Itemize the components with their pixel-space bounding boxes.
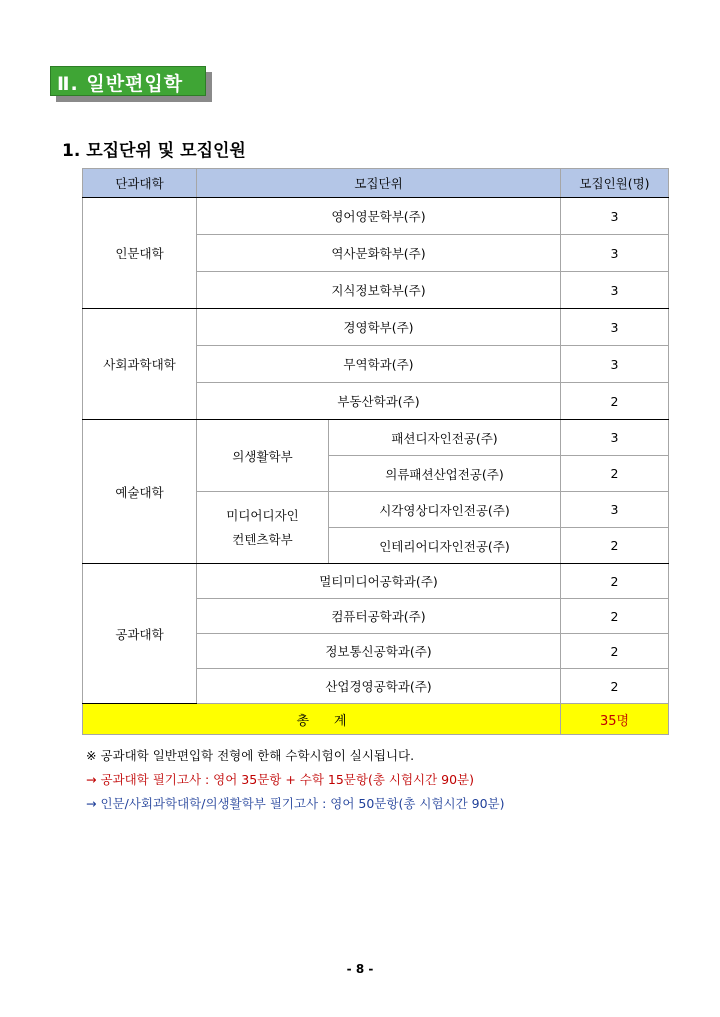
quota-cell: 2 <box>561 669 669 704</box>
total-row <box>83 704 669 735</box>
note-humanities-exam: → 인문/사회과학대학/의생활학부 필기고사 : 영어 50문항(총 시험시간 90분) <box>86 796 505 811</box>
table-row <box>83 198 669 235</box>
section-title: Ⅱ. 일반편입학 <box>57 73 184 95</box>
college-engineering: 공과대학 <box>83 564 197 704</box>
unit-cell: 지식정보학부(주) <box>197 272 561 309</box>
unit-cell: 의류패션산업전공(주) <box>329 456 561 492</box>
unit-cell: 산업경영공학과(주) <box>197 669 561 704</box>
unit-cell: 영어영문학부(주) <box>197 198 561 235</box>
header-college: 단과대학 <box>83 169 197 198</box>
total-label: 총 계 <box>83 704 561 735</box>
unit-cell: 정보통신공학과(주) <box>197 634 561 669</box>
header-unit: 모집단위 <box>197 169 561 198</box>
unit-cell: 시각영상디자인전공(주) <box>329 492 561 528</box>
quota-cell: 3 <box>561 272 669 309</box>
unit-cell: 패션디자인전공(주) <box>329 420 561 456</box>
dept-clothing: 의생활학부 <box>197 420 329 492</box>
quota-cell: 3 <box>561 492 669 528</box>
college-humanities: 인문대학 <box>83 198 197 309</box>
table-row <box>83 309 669 346</box>
quota-cell: 3 <box>561 420 669 456</box>
section-heading <box>50 66 212 102</box>
table-header-row <box>83 169 669 198</box>
unit-cell: 무역학과(주) <box>197 346 561 383</box>
unit-cell: 멀티미디어공학과(주) <box>197 564 561 599</box>
college-social-science: 사회과학대학 <box>83 309 197 420</box>
college-arts: 예술대학 <box>83 420 197 564</box>
section-heading-box <box>50 66 206 96</box>
subsection-title: 1. 모집단위 및 모집인원 <box>62 141 246 161</box>
quota-cell: 2 <box>561 564 669 599</box>
unit-cell: 컴퓨터공학과(주) <box>197 599 561 634</box>
quota-cell: 2 <box>561 456 669 492</box>
quota-cell: 2 <box>561 634 669 669</box>
unit-cell: 인테리어디자인전공(주) <box>329 528 561 564</box>
page-number: - 8 - <box>346 962 374 976</box>
quota-cell: 2 <box>561 599 669 634</box>
quota-cell: 2 <box>561 528 669 564</box>
dept-media-design-line2: 컨텐츠학부 <box>232 531 293 547</box>
quota-cell: 2 <box>561 383 669 420</box>
unit-cell: 부동산학과(주) <box>197 383 561 420</box>
note-math-exam: ※ 공과대학 일반편입학 전형에 한해 수학시험이 실시됩니다. <box>86 748 415 763</box>
quota-cell: 3 <box>561 198 669 235</box>
unit-cell: 역사문화학부(주) <box>197 235 561 272</box>
quota-cell: 3 <box>561 309 669 346</box>
quota-cell: 3 <box>561 235 669 272</box>
recruitment-table <box>82 168 669 735</box>
table-row <box>83 564 669 599</box>
unit-cell: 경영학부(주) <box>197 309 561 346</box>
dept-media-design-line1: 미디어디자인 <box>226 507 299 523</box>
table-row <box>83 420 669 456</box>
dept-media-design <box>197 492 329 564</box>
header-quota: 모집인원(명) <box>561 169 669 198</box>
total-value: 35명 <box>561 704 669 735</box>
quota-cell: 3 <box>561 346 669 383</box>
note-engineering-exam: → 공과대학 필기고사 : 영어 35문항 + 수학 15문항(총 시험시간 90분) <box>86 772 475 787</box>
